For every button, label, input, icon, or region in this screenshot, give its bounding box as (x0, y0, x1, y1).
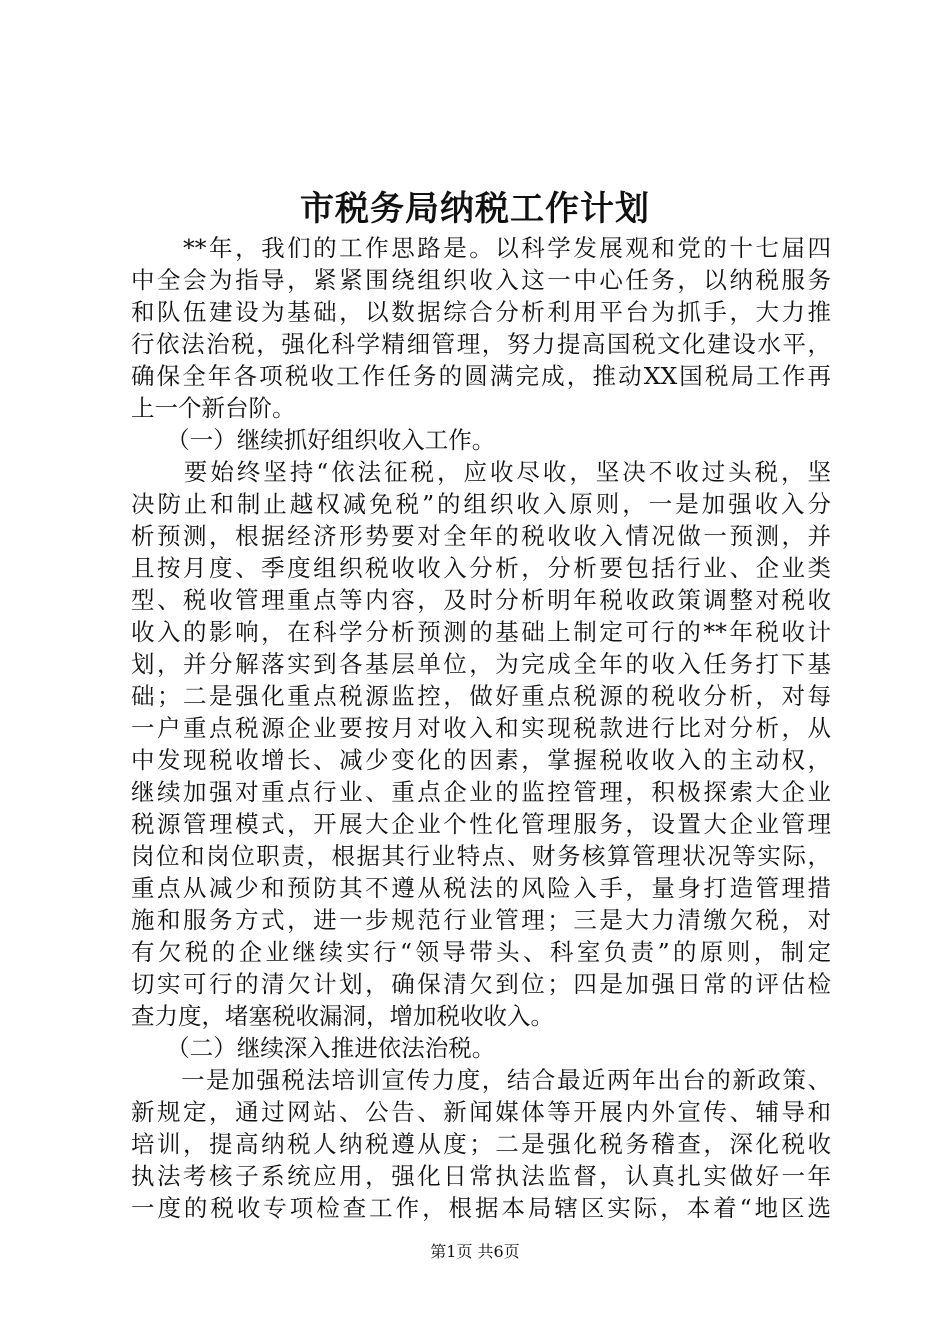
text-line: 中全会为指导，紧紧围绕组织收入这一中心任务，以纳税服务 (131, 266, 831, 294)
text-line: 要始终坚持“依法征税，应收尽收，坚决不收过头税，坚 (131, 458, 831, 486)
text-line: 且按月度、季度组织税收收入分析，分析要包括行业、企业类 (131, 554, 831, 582)
text-line: 查力度，堵塞税收漏洞，增加税收收入。 (131, 1002, 554, 1030)
text-line: 决防止和制止越权减免税”的组织收入原则，一是加强收入分 (131, 490, 831, 518)
text-line: 中发现税收增长、减少变化的因素，掌握税收收入的主动权， (131, 746, 831, 774)
text-line: 岗位和岗位职责，根据其行业特点、财务核算管理状况等实际， (131, 842, 831, 870)
text-line: 切实可行的清欠计划，确保清欠到位；四是加强日常的评估检 (131, 970, 831, 998)
text-line: 新规定，通过网站、公告、新闻媒体等开展内外宣传、辅导和 (131, 1098, 831, 1126)
text-line: 有欠税的企业继续实行“领导带头、科室负责”的原则，制定 (131, 938, 831, 966)
page-footer: 第1页 共6页 (430, 1242, 520, 1261)
text-line: 施和服务方式，进一步规范行业管理；三是大力清缴欠税，对 (131, 906, 831, 934)
text-line: （二）继续深入推进依法治税。 (131, 1034, 496, 1062)
text-line: 确保全年各项税收工作任务的圆满完成，推动XX国税局工作再 (131, 362, 831, 390)
text-line: 重点从减少和预防其不遵从税法的风险入手，量身打造管理措 (131, 874, 831, 902)
text-line: 税源管理模式，开展大企业个性化管理服务，设置大企业管理 (131, 810, 831, 838)
text-line: 型、税收管理重点等内容，及时分析明年税收政策调整对税收 (131, 586, 831, 614)
document-title: 市税务局纳税工作计划 (300, 189, 650, 229)
text-line: 一户重点税源企业要按月对收入和实现税款进行比对分析，从 (131, 714, 831, 742)
text-line: 执法考核子系统应用，强化日常执法监督，认真扎实做好一年 (131, 1162, 831, 1190)
text-line: 一是加强税法培训宣传力度，结合最近两年出台的新政策、 (131, 1066, 831, 1094)
text-line: 析预测，根据经济形势要对全年的税收收入情况做一预测，并 (131, 522, 831, 550)
text-line: 础；二是强化重点税源监控，做好重点税源的税收分析，对每 (131, 682, 831, 710)
text-line: （一）继续抓好组织收入工作。 (131, 426, 496, 454)
document-body (131, 232, 831, 1224)
text-line: 上一个新台阶。 (131, 394, 296, 422)
text-line: 一度的税收专项检查工作，根据本局辖区实际，本着“地区选 (131, 1194, 831, 1222)
text-line: 行依法治税，强化科学精细管理，努力提高国税文化建设水平， (131, 330, 831, 358)
text-line: 培训，提高纳税人纳税遵从度；二是强化税务稽查，深化税收 (131, 1130, 831, 1158)
text-line: 划，并分解落实到各基层单位，为完成全年的收入任务打下基 (131, 650, 831, 678)
text-line: **年，我们的工作思路是。以科学发展观和党的十七届四 (131, 234, 831, 262)
text-line: 收入的影响，在科学分析预测的基础上制定可行的**年税收计 (131, 618, 831, 646)
text-line: 继续加强对重点行业、重点企业的监控管理，积极探索大企业 (131, 778, 831, 806)
text-line: 和队伍建设为基础，以数据综合分析利用平台为抓手，大力推 (131, 298, 831, 326)
